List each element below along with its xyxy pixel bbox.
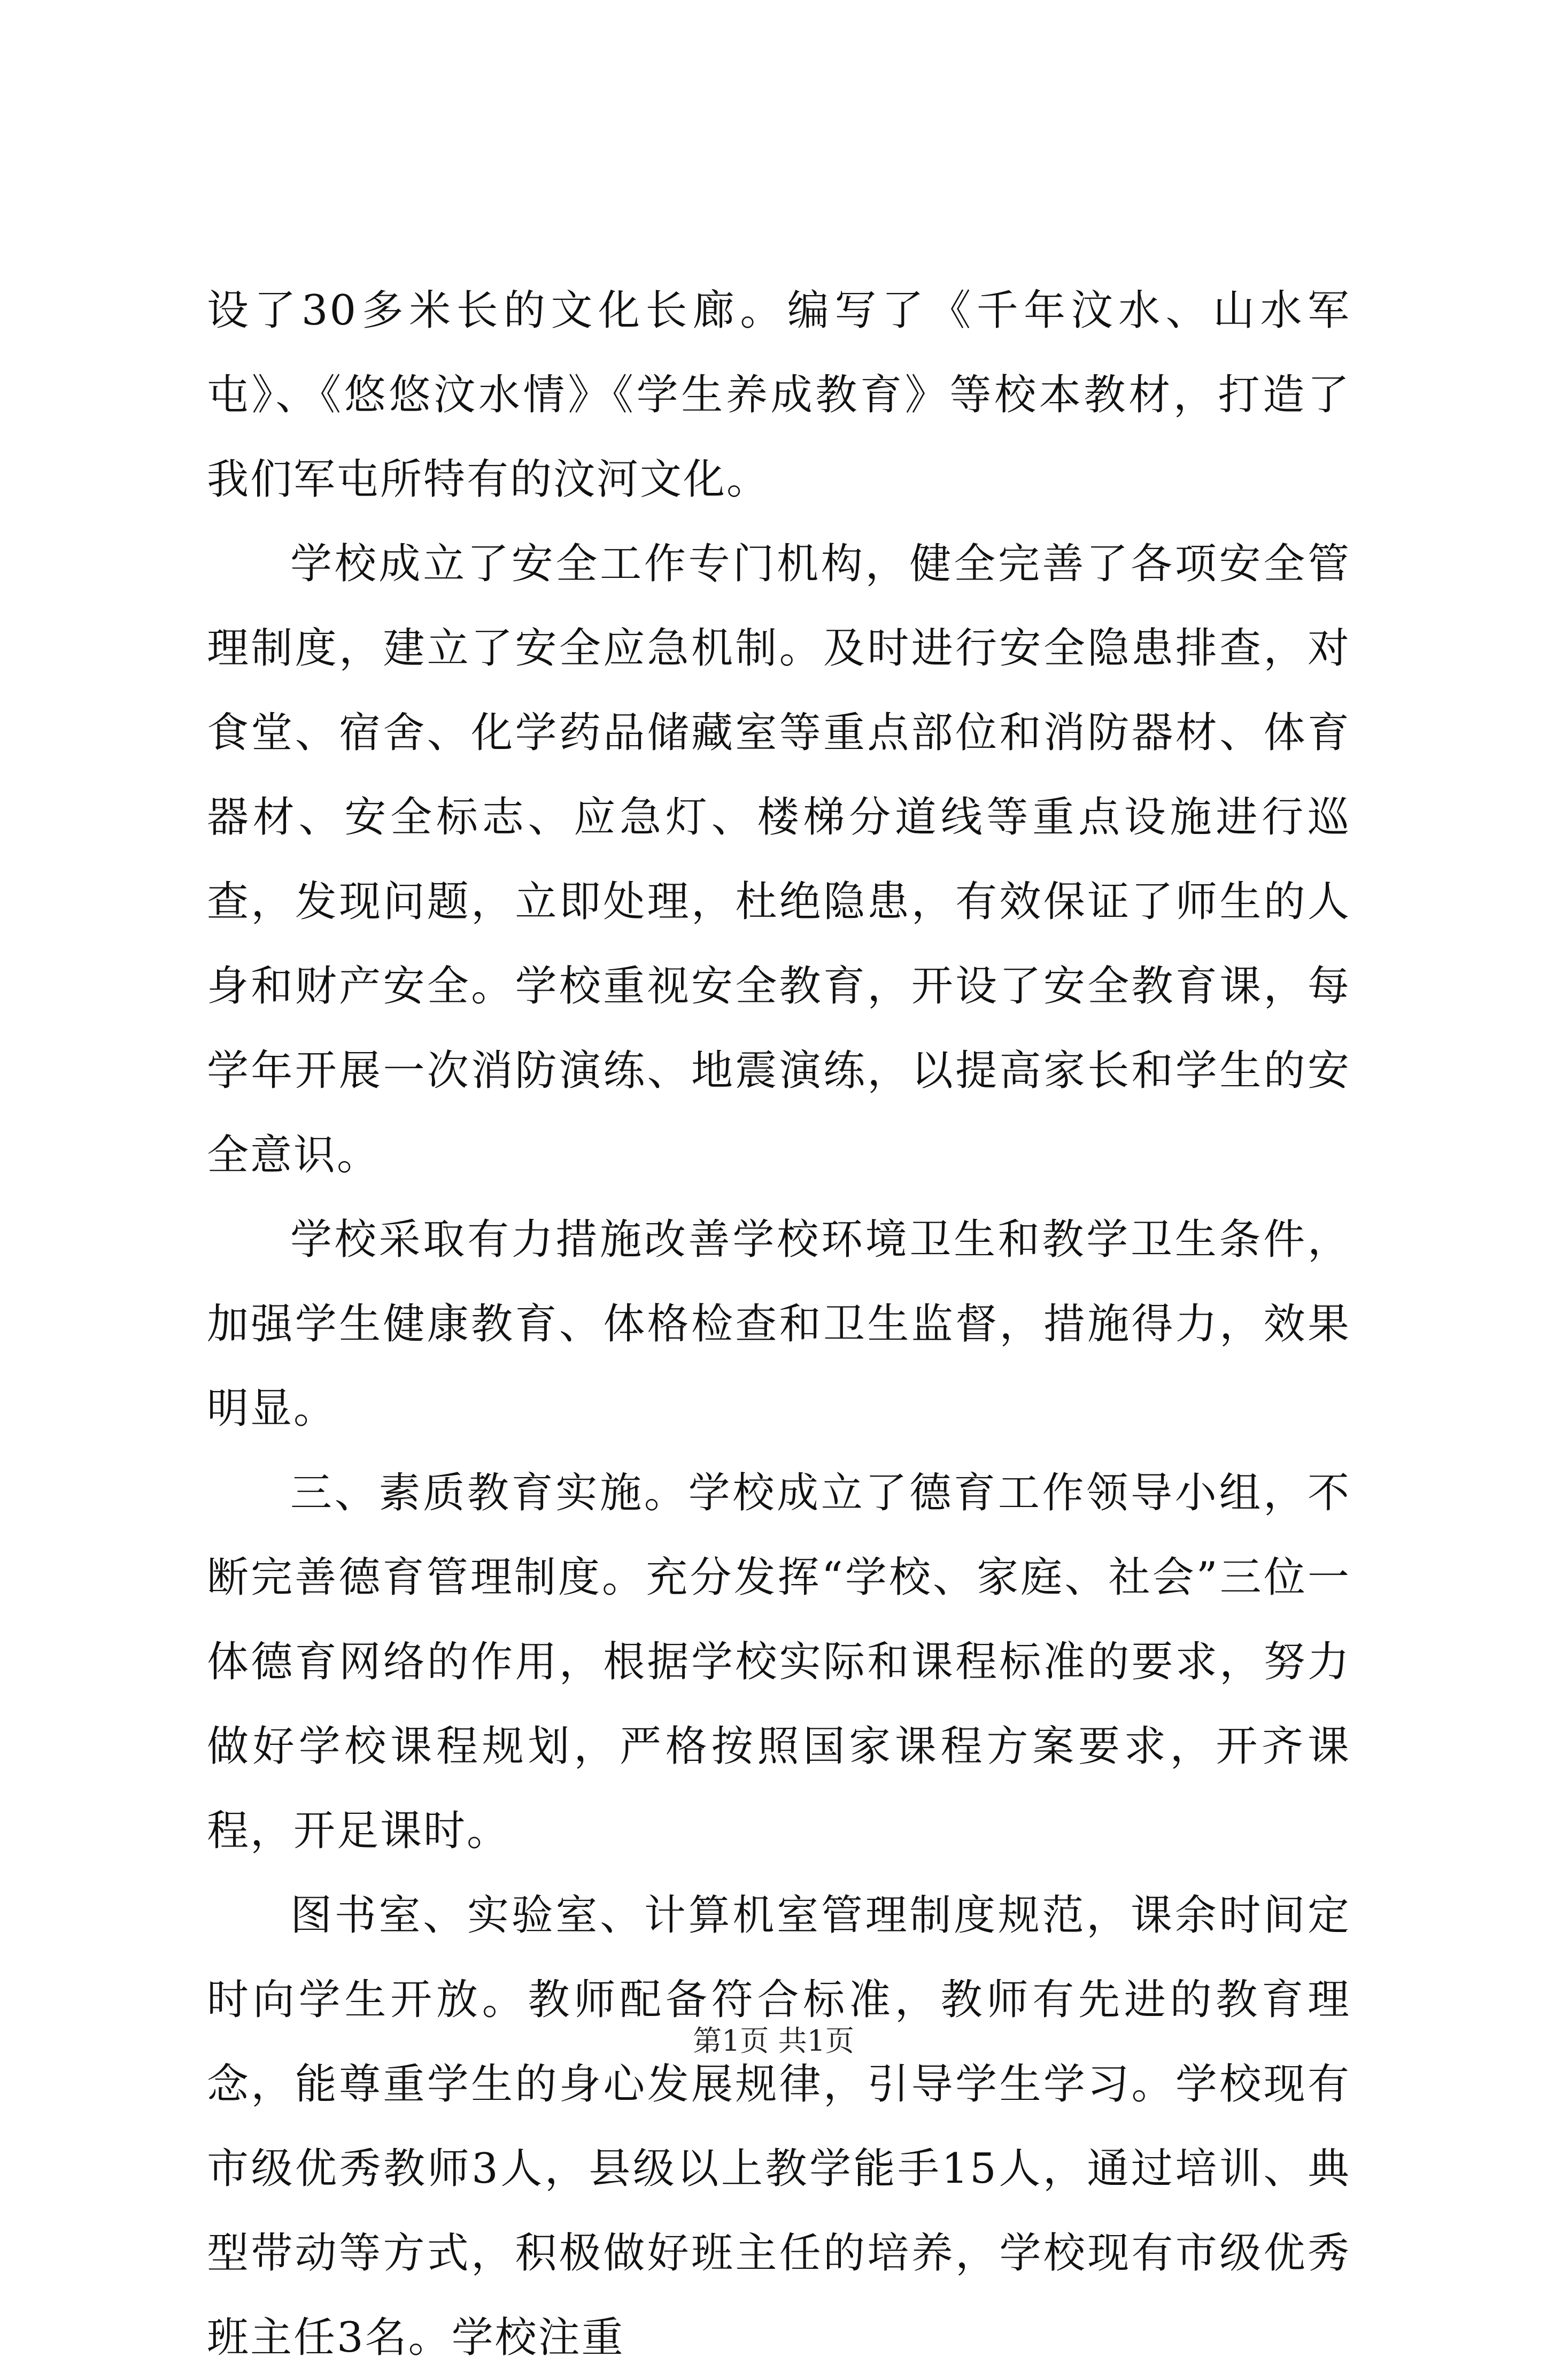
paragraph-safety: 学校成立了安全工作专门机构，健全完善了各项安全管理制度，建立了安全应急机制。及时进行安全隐患排查，对食堂、宿舍、化学药品储藏室等重点部位和消防器材、体育器材、安全标志、应急灯、楼梯分道线等重点设施进行巡查，发现问题，立即处理，杜绝隐患，有效保证了师生的人身和财产安全。学校重视安全教育，开设了安全教育课，每学年开展一次消防演练、地震演练，以提高家长和学生的安全意识。	[207, 540, 1351, 1179]
paragraph-continuation: 设了30多米长的文化长廊。编写了《千年汶水、山水军屯》、《悠悠汶水情》《学生养成教育》等校本教材，打造了我们军屯所特有的汶河文化。	[207, 287, 1351, 504]
document-body	[207, 268, 1351, 2380]
paragraph-hygiene: 学校采取有力措施改善学校环境卫生和教学卫生条件，加强学生健康教育、体格检查和卫生监督，措施得力，效果明显。	[207, 1216, 1351, 1433]
page-footer: 第1页 共1页	[693, 2024, 854, 2058]
paragraph-facilities-teachers: 图书室、实验室、计算机室管理制度规范，课余时间定时向学生开放。教师配备符合标准，教师有先进的教育理念，能尊重学生的身心发展规律，引导学生学习。学校现有市级优秀教师3人，县级以上教学能手15人，通过培训、典型带动等方式，积极做好班主任的培养，学校现有市级优秀班主任3名。学校注重	[207, 1891, 1351, 2362]
paragraph-quality-education: 三、素质教育实施。学校成立了德育工作领导小组，不断完善德育管理制度。充分发挥“学校、家庭、社会”三位一体德育网络的作用，根据学校实际和课程标准的要求，努力做好学校课程规划，严格按照国家课程方案要求，开齐课程，开足课时。	[207, 1469, 1351, 1855]
